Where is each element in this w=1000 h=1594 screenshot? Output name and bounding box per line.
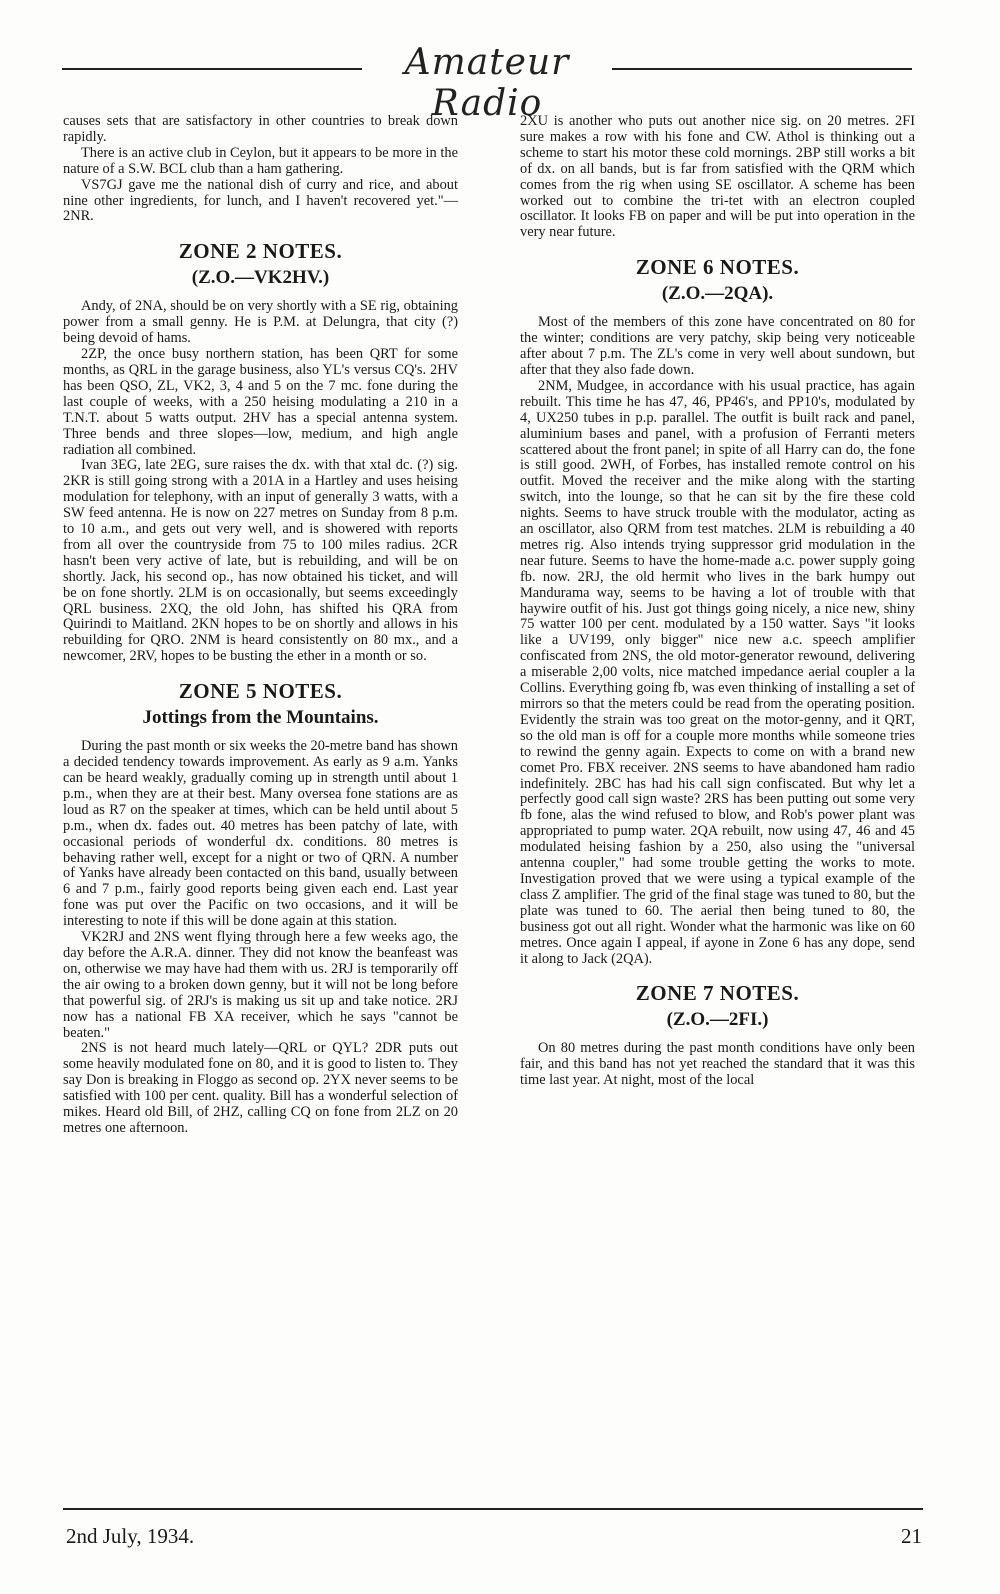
paragraph: 2XU is another who puts out another nice sig. on 20 metres. 2FI sure makes a row with his fone and CW. Athol is thinking out a scheme to start his motor these cold mornings. 2BP still works a bit of dx. on all bands, but is far from satisfied with the QRM which comes from the rig when using SE oscillator. A scheme has been worked out to combine the tri-tet with an electron coupled oscillator. It looks FB on paper and will be put into operation in the very near future. [520,113,915,241]
zone5-subheading: Jottings from the Mountains. [142,707,379,729]
zone7-subheading: (Z.O.—2FI.) [666,1009,769,1031]
zone6-heading: ZONE 6 NOTES. [635,255,800,280]
zone2-subheading: (Z.O.—VK2HV.) [191,267,330,289]
paragraph: causes sets that are satisfactory in other countries to break down rapidly. [63,113,458,145]
page-header [62,40,912,124]
paragraph: During the past month or six weeks the 20-metre band has shown a decided tendency towards improvement. As early as 9 a.m. Yanks can be heard weakly, gradually coming up in strength until about 1 p.m., when they are at their best. Many oversea fone stations are as loud as R7 on the speaker at times, which can be held until about 5 p.m., when dx. fades out. 40 metres has been patchy of late, with occasional periods of wonderful dx. conditions. 80 metres is behaving rather well, except for a night or two of QRN. A number of Yanks have already been contacted on this band, usually between 6 and 7 p.m., fairly good reports being given each end. Last year fone was put over the Pacific on two occasions, and it will be interesting to note if this will be done again at this station. [63,738,458,930]
zone6-subheading: (Z.O.—2QA). [661,283,774,305]
paragraph: Ivan 3EG, late 2EG, sure raises the dx. with that xtal dc. (?) sig. 2KR is still going strong with a 201A in a Hartley and uses heising modulation for telephony, with an input of generally 3 watts, with a SW feed antenna. He is now on 227 metres on Sunday from 8 p.m. to 10 a.m., and gets out very well, and is showered with reports from all over the countryside from 75 to 100 miles radius. 2CR hasn't been very active of late, but is rebuilding, and will be on shortly. Jack, his second op., has now obtained his ticket, and will be on fone shortly. 2LM is on occasionally, but seems exceedingly QRL business. 2XQ, the old John, has shifted his QRA from Quirindi to Maitland. 2KN hopes to be on shortly and allows in his rebuilding for QRO. 2NM is heard consistently on 80 mx., and a newcomer, 2RV, hopes to be busting the ether in a month or so. [63,457,458,665]
zone5-heading: ZONE 5 NOTES. [178,679,343,704]
issue-date: 2nd July, 1934. [66,1524,195,1548]
header-rule-right [612,68,912,70]
page-number: 21 [901,1524,922,1548]
paragraph: VK2RJ and 2NS went flying through here a few weeks ago, the day before the A.R.A. dinner. They did not know the beanfeast was on, otherwise we may have had them with us. 2RJ is temporarily off the air owing to a broken down genny, but it will not be long before that powerful sig. of 2RJ's is making us sit up and take notice. 2RJ now has a national FB XA receiver, which he says "cannot be beaten." [63,929,458,1041]
zone7-heading: ZONE 7 NOTES. [635,981,800,1006]
paragraph: Andy, of 2NA, should be on very shortly with a SE rig, obtaining power from a small genny. He is P.M. at Delungra, that city (?) being devoid of hams. [63,298,458,347]
masthead: Amateur Radio [404,42,570,124]
paragraph: 2NS is not heard much lately—QRL or QYL? 2DR puts out some heavily modulated fone on 80, and it is good to listen to. They say Don is breaking in Floggo as second op. 2YX never seems to be satisfied with 100 per cent. quality. Bill has a wonderful selection of mikes. Heard old Bill, of 2HZ, calling CQ on fone from 2LZ on 20 metres one afternoon. [63,1040,458,1136]
paragraph: Most of the members of this zone have concentrated on 80 for the winter; conditions are very patchy, skip being very noticeable after about 7 p.m. The ZL's come in very well about sundown, but after that they also fade down. [520,314,915,378]
paragraph: There is an active club in Ceylon, but it appears to be more in the nature of a S.W. BCL club than a ham gathering. [63,144,458,177]
paragraph: On 80 metres during the past month conditions have only been fair, and this band has not yet reached the standard that it was this time last year. At night, most of the local [520,1040,915,1089]
header-rule-left [62,68,362,70]
right-column [520,114,915,1089]
paragraph: VS7GJ gave me the national dish of curry and rice, and about nine other ingredients, for lunch, and I haven't recovered yet."—2NR. [63,176,458,225]
left-column [63,114,458,1137]
paragraph: 2ZP, the once busy northern station, has been QRT for some months, as QRL in the garage business, also YL's versus CQ's. 2HV has been QSO, ZL, VK2, 3, 4 and 5 on the 7 mc. fone during the last couple of weeks, with a 250 heising modulating a 210 in a T.N.T. about 5 watts output. 2HV has a special antenna system. Three bends and three slopes—low, medium, and high angle radiation all combined. [63,346,458,458]
paragraph: 2NM, Mudgee, in accordance with his usual practice, has again rebuilt. This time he has 47, 46, PP46's, and PP10's, modulated by 4, UX250 tubes in p.p. parallel. The outfit is built rack and panel, aluminium bases and panel, with a profusion of Ferranti meters scattered about the front panel; in spite of all Harry can do, the fone is still good. 2WH, of Forbes, has installed remote control on his outfit. Moved the receiver and the mike along with the starting switch, into the lounge, so that he can sit by the fire these cold nights. Seems to have struck trouble with the modulator, acting as an oscillator, also QRM from test matches. 2LM is rebuilding a 40 metres rig. Also intends trying suppressor grid modulation in the near future. Seems to have the home-made a.c. power supply going fb. now. 2RJ, the old hermit who lives in the bark humpy out Mandurama way, seems to be having a lot of trouble with that haywire outfit of his. Just got things going nicely, a nice new, shiny 75 watter 100 per cent. modulated by a 150 watter. Says "it looks like a UV199, only bigger" nice new a.c. speech amplifier confiscated from 2NS, the old motor-generator rewound, delivering a miserable 2,00 volts, nice matched impedance aerial coupler a la Collins. Everything going fb, was even thinking of installing a set of mirrors so that the meters could be read from the operating position. Evidently the strain was too great on the motor-genny, and it QRT, so the old man is off for a couple more months while someone tries to rewind the genny again. Expects to come on with a brand new comet Pro. FBX receiver. 2NS seems to have abandoned ham radio indefinitely. 2BC has had his call sign confiscated. But why let a perfectly good call sign waste? 2RS has been putting out some very fb fone, alas the wind refused to blow, and Rob's power plant was appropriated to pump water. 2QA rebuilt, now using 47, 46 and 45 modulated heising fashion by a 250, also using the "universal antenna coupler," had some trouble getting the works to mote. Investigation proved that we were using a typical example of the class Z amplifier. The grid of the final stage was tuned to 80, but the plate was tuned to 60. The aerial then being tuned to 80, the business got out all right. Wonder what the harmonic was like on 60 metres. Once again I appeal, if ayone in Zone 6 has any dope, send it along to Jack (2QA). [520,377,915,967]
zone2-heading: ZONE 2 NOTES. [178,239,343,264]
footer-rule [63,1508,923,1510]
